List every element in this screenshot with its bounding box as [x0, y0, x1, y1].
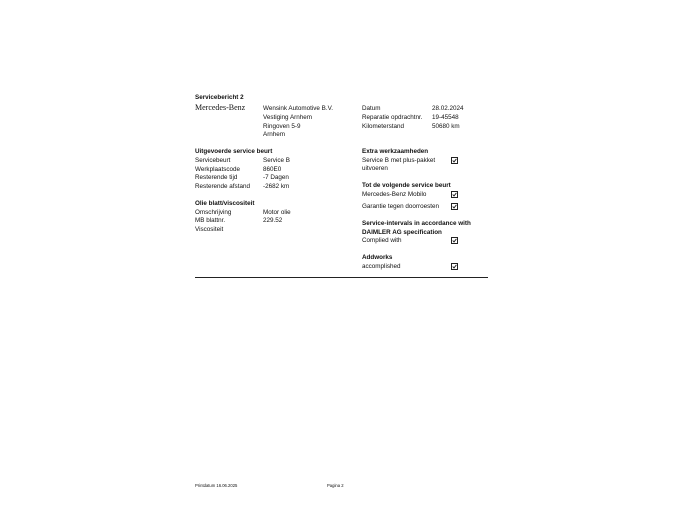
print-date: Printdatum 16.06.2025 [195, 483, 238, 488]
addworks-heading: Addworks [362, 254, 393, 261]
oil-description-value: Motor olie [263, 209, 291, 216]
detail-label-mileage: Kilometerstand [362, 123, 404, 130]
intervals-heading-line2: DAIMLER AG specification [362, 229, 442, 236]
detail-value-order: 19-45548 [432, 114, 459, 121]
next-heading: Tot de volgende service beurt [362, 182, 451, 189]
dealer-branch: Vestiging Arnhem [263, 114, 313, 121]
viscosity-label: Viscositeit [195, 226, 224, 233]
next-item-rust: Garantie tegen doorroesten [362, 203, 440, 210]
detail-label-date: Datum [362, 105, 381, 112]
extra-item-line2: uitvoeren [362, 165, 388, 172]
checkmark-icon [452, 264, 457, 269]
checkmark-icon [452, 204, 457, 209]
mobilo-checkbox [451, 191, 458, 198]
oil-sheet-value: 229.52 [263, 217, 283, 224]
workshop-code-label: Werkplaatscode [195, 166, 241, 173]
service-value: Service B [263, 157, 290, 164]
intervals-heading-line1: Service-intervals in accordance with [362, 220, 471, 227]
dealer-name: Wensink Automotive B.V. [263, 105, 334, 112]
remaining-time-label: Resterende tijd [195, 174, 238, 181]
section-divider [195, 277, 488, 278]
detail-value-date: 28.02.2024 [432, 105, 464, 112]
oil-heading: Olie blatt/viscositeit [195, 200, 255, 207]
remaining-distance-value: -2682 km [263, 183, 290, 190]
detail-value-mileage: 50680 km [432, 123, 460, 130]
dealer-street: Ringoven 5-9 [263, 123, 301, 130]
oil-description-label: Omschrijving [195, 209, 232, 216]
detail-label-order: Reparatie opdrachtnr. [362, 114, 423, 121]
next-item-mobilo: Mercedes-Benz Mobilo [362, 191, 427, 198]
rust-checkbox [451, 203, 458, 210]
checkmark-icon [452, 158, 457, 163]
oil-sheet-label: MB blattnr. [195, 217, 226, 224]
extra-item-line1: Service B met plus-pakket [362, 157, 436, 164]
extra-checkbox [451, 157, 458, 164]
report-title: Servicebericht 2 [195, 94, 244, 101]
page-number: Pagina 2 [327, 483, 344, 488]
workshop-code-value: 860E0 [263, 166, 282, 173]
service-heading: Uitgevoerde service beurt [195, 148, 273, 155]
dealer-city: Arnhem [263, 131, 286, 138]
addworks-checkbox [451, 263, 458, 270]
addworks-item: accomplished [362, 263, 401, 270]
intervals-item: Complied with [362, 237, 402, 244]
brand-name: Mercedes-Benz [195, 103, 246, 112]
intervals-checkbox [451, 237, 458, 244]
extra-heading: Extra werkzaamheden [362, 148, 429, 155]
service-label: Servicebeurt [195, 157, 231, 164]
remaining-time-value: -7 Dagen [263, 174, 289, 181]
checkmark-icon [452, 238, 457, 243]
checkmark-icon [452, 192, 457, 197]
remaining-distance-label: Resterende afstand [195, 183, 250, 190]
